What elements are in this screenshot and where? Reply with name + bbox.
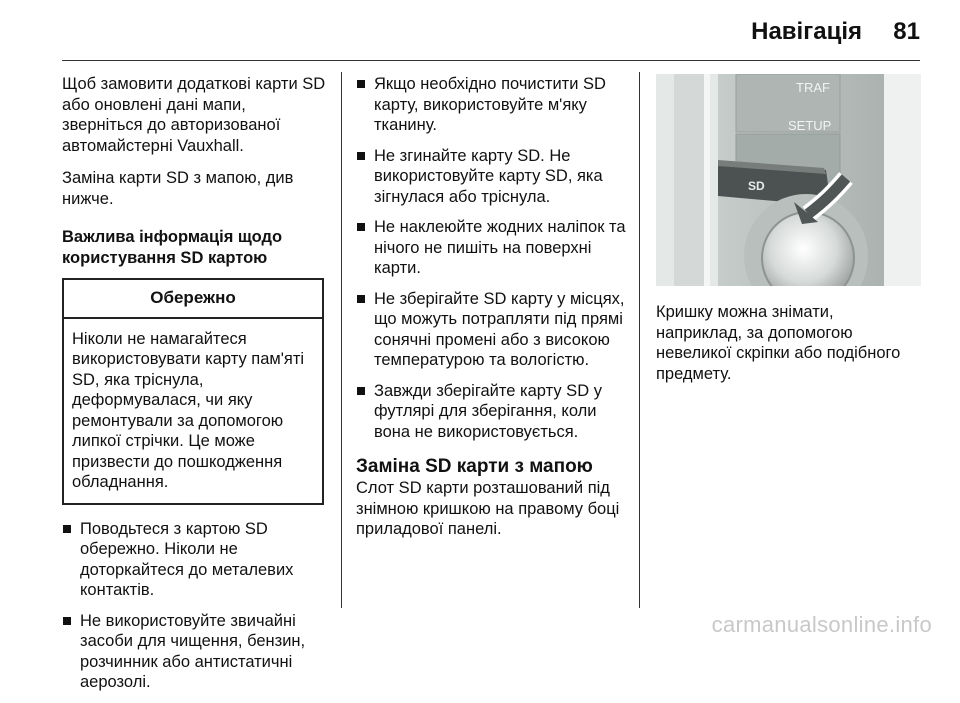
- column-middle: [356, 74, 626, 540]
- list-item: Якщо необхідно почистити SD карту, використовуйте м'яку тканину.: [356, 74, 626, 136]
- see-below-paragraph: Заміна карти SD з мапою, див нижче.: [62, 169, 294, 208]
- section-title: Навігація: [751, 18, 862, 45]
- photo-caption: Кришку можна знімати, наприклад, за допомогою невеликої скріпки або подібного предмету.: [656, 303, 901, 383]
- column-divider: [639, 72, 640, 608]
- setup-button-label: SETUP: [788, 118, 832, 133]
- list-item: Завжди зберігайте карту SD у футлярі для зберігання, коли вона не використовується.: [356, 381, 626, 443]
- list-item: Не використовуйте звичайні засоби для чищення, бензин, розчинник або антистатичні аерозолі.: [62, 611, 330, 693]
- page-number: 81: [893, 18, 920, 45]
- list-item: Не наклеюйте жодних наліпок та нічого не пишіть на поверхні карти.: [356, 217, 626, 279]
- page-header: [62, 16, 920, 61]
- bullet-list: [62, 519, 330, 693]
- list-item: Не згинайте карту SD. Не використовуйте карту SD, яка зігнулася або тріснула.: [356, 146, 626, 208]
- traf-button-label: TRAF: [796, 80, 830, 95]
- bullet-list: [356, 74, 626, 442]
- list-item: Не зберігайте SD карту у місцях, що можуть потрапляти під прямі сонячні промені або з високою температурою та вологістю.: [356, 289, 626, 371]
- section-paragraph: Слот SD карти розташований під знімною кришкою на правому боці приладової панелі.: [356, 479, 620, 538]
- section-heading: Заміна SD карти з мапою: [356, 456, 593, 477]
- caution-body: Ніколи не намагайтеся використовувати карту пам'яті SD, яка тріснула, деформувалася, чи яку ремонтували за допомогою липкої стрічки. Це може призвести до пошкодження обладнання.: [72, 329, 305, 491]
- dashboard-photo: [656, 74, 921, 286]
- svg-text:SD: SD: [748, 179, 765, 193]
- column-divider: [341, 72, 342, 608]
- list-item: Поводьтеся з картою SD обережно. Ніколи не доторкайтеся до металевих контактів.: [62, 519, 330, 601]
- column-left: [62, 74, 330, 703]
- column-right: [656, 74, 921, 384]
- caution-title: Обережно: [64, 280, 322, 319]
- sd-slot-illustration: [656, 74, 921, 286]
- caution-box: [62, 278, 324, 505]
- intro-paragraph: Щоб замовити додаткові карти SD або оновлені дані мапи, зверніться до авторизованої автомайстерні Vauxhall.: [62, 75, 326, 155]
- subheading: Важлива інформація щодо користування SD картою: [62, 228, 283, 267]
- watermark: carmanualsonline.info: [711, 612, 932, 637]
